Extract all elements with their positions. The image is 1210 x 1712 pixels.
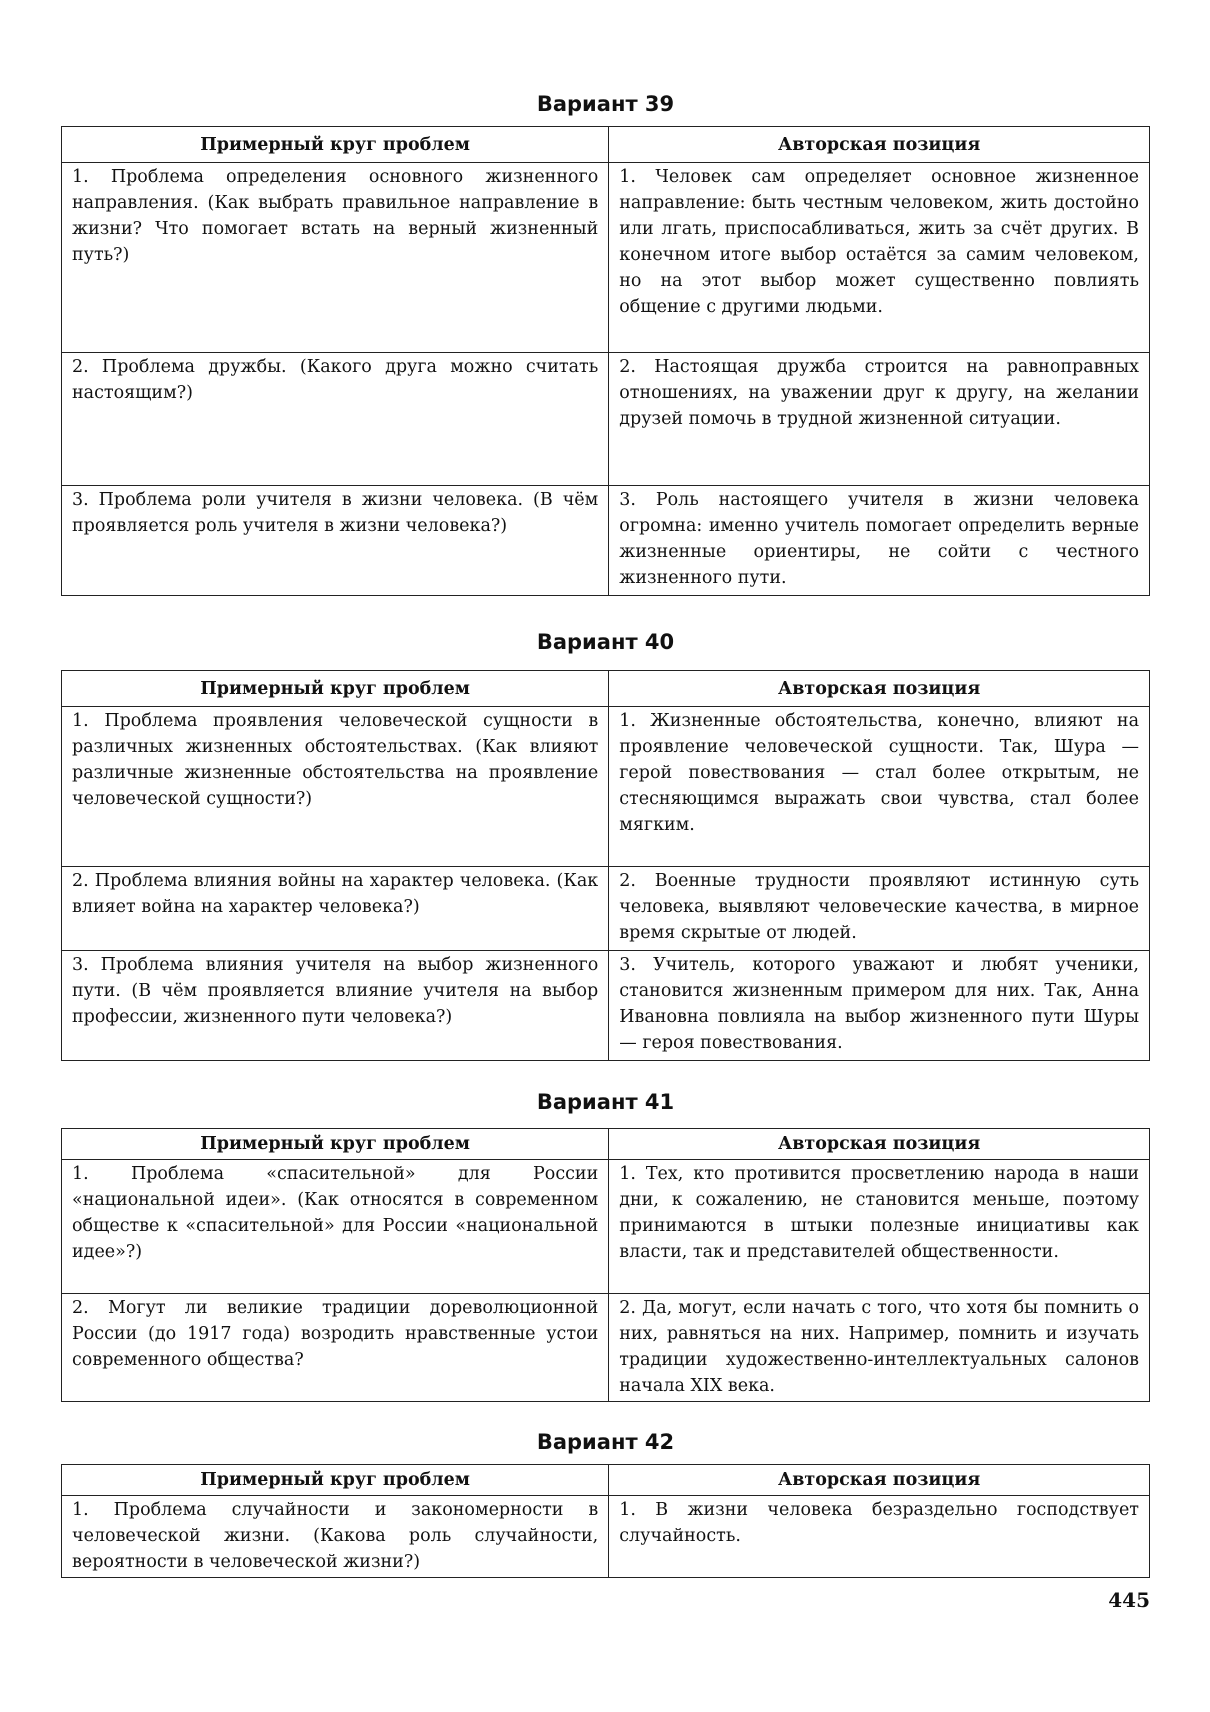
problems-table [61, 1128, 1150, 1402]
position-cell: 3. Роль настоящего учителя в жизни человека огромна: именно учитель помогает определить верные жизненные ориентиры, не сойти с честного жизненного пути. [609, 486, 1150, 596]
table-row [62, 163, 1150, 353]
variant-39-section [61, 92, 1150, 596]
variant-title: Вариант 40 [536, 630, 675, 654]
problem-cell: 1. Проблема «спасительной» для России «национальной идеи». (Как относятся в современном обществе к «спасительной» для России «национальной идее»?) [62, 1160, 609, 1294]
table-row [62, 486, 1150, 596]
position-cell: 2. Да, могут, если начать с того, что хотя бы помнить о них, равняться на них. Например, помнить и изучать традиции художественно-интеллектуальных салонов начала XIX века. [609, 1294, 1150, 1402]
position-cell: 1. Человек сам определяет основное жизненное направление: быть честным человеком, жить достойно или лгать, приспосабливаться, жить за счёт других. В конечном итоге выбор остаётся за самим человеком, но на этот выбор может существенно повлиять общение с другими людьми. [609, 163, 1150, 353]
header-author-position: Авторская позиция [609, 127, 1150, 163]
header-author-position: Авторская позиция [609, 1465, 1150, 1496]
variant-title: Вариант 39 [536, 92, 675, 116]
problems-table [61, 670, 1150, 1061]
header-problems: Примерный круг проблем [62, 671, 609, 707]
problem-cell: 2. Проблема дружбы. (Какого друга можно считать настоящим?) [62, 353, 609, 486]
table-row [62, 1160, 1150, 1294]
variant-42-section [61, 1430, 1150, 1578]
position-cell: 2. Военные трудности проявляют истинную суть человека, выявляют человеческие качества, в мирное время скрытые от людей. [609, 867, 1150, 951]
variant-41-section [61, 1090, 1150, 1402]
table-row [62, 353, 1150, 486]
table-row [62, 867, 1150, 951]
header-problems: Примерный круг проблем [62, 127, 609, 163]
page-number: 445 [1108, 1588, 1150, 1612]
table-row [62, 1496, 1150, 1578]
variant-title: Вариант 42 [536, 1430, 675, 1454]
problems-table [61, 126, 1150, 596]
table-row [62, 707, 1150, 867]
variant-title: Вариант 41 [536, 1090, 675, 1114]
problems-table [61, 1464, 1150, 1578]
variant-40-section [61, 630, 1150, 1061]
problem-cell: 1. Проблема проявления человеческой сущности в различных жизненных обстоятельствах. (Как влияют различные жизненные обстоятельства на проявление человеческой сущности?) [62, 707, 609, 867]
problem-cell: 1. Проблема случайности и закономерности в человеческой жизни. (Какова роль случайности, вероятности в человеческой жизни?) [62, 1496, 609, 1578]
header-author-position: Авторская позиция [609, 1129, 1150, 1160]
problem-cell: 2. Проблема влияния войны на характер человека. (Как влияет война на характер человека?) [62, 867, 609, 951]
problem-cell: 2. Могут ли великие традиции дореволюционной России (до 1917 года) возродить нравственные устои современного общества? [62, 1294, 609, 1402]
header-problems: Примерный круг проблем [62, 1465, 609, 1496]
position-cell: 1. В жизни человека безраздельно господствует случайность. [609, 1496, 1150, 1578]
position-cell: 1. Жизненные обстоятельства, конечно, влияют на проявление человеческой сущности. Так, Шура — герой повествования — стал более открытым, не стесняющимся выражать свои чувства, стал более мягким. [609, 707, 1150, 867]
table-row [62, 1294, 1150, 1402]
position-cell: 1. Тех, кто противится просветлению народа в наши дни, к сожалению, не становится меньше, поэтому принимаются в штыки полезные инициативы как власти, так и представителей общественности. [609, 1160, 1150, 1294]
problem-cell: 1. Проблема определения основного жизненного направления. (Как выбрать правильное направление в жизни? Что помогает встать на верный жизненный путь?) [62, 163, 609, 353]
position-cell: 3. Учитель, которого уважают и любят ученики, становится жизненным примером для них. Так, Анна Ивановна повлияла на выбор жизненного пути Шуры — героя повествования. [609, 951, 1150, 1061]
problem-cell: 3. Проблема влияния учителя на выбор жизненного пути. (В чём проявляется влияние учителя на выбор профессии, жизненного пути человека?) [62, 951, 609, 1061]
table-row [62, 951, 1150, 1061]
problem-cell: 3. Проблема роли учителя в жизни человека. (В чём проявляется роль учителя в жизни человека?) [62, 486, 609, 596]
header-problems: Примерный круг проблем [62, 1129, 609, 1160]
header-author-position: Авторская позиция [609, 671, 1150, 707]
position-cell: 2. Настоящая дружба строится на равноправных отношениях, на уважении друг к другу, на желании друзей помочь в трудной жизненной ситуации. [609, 353, 1150, 486]
